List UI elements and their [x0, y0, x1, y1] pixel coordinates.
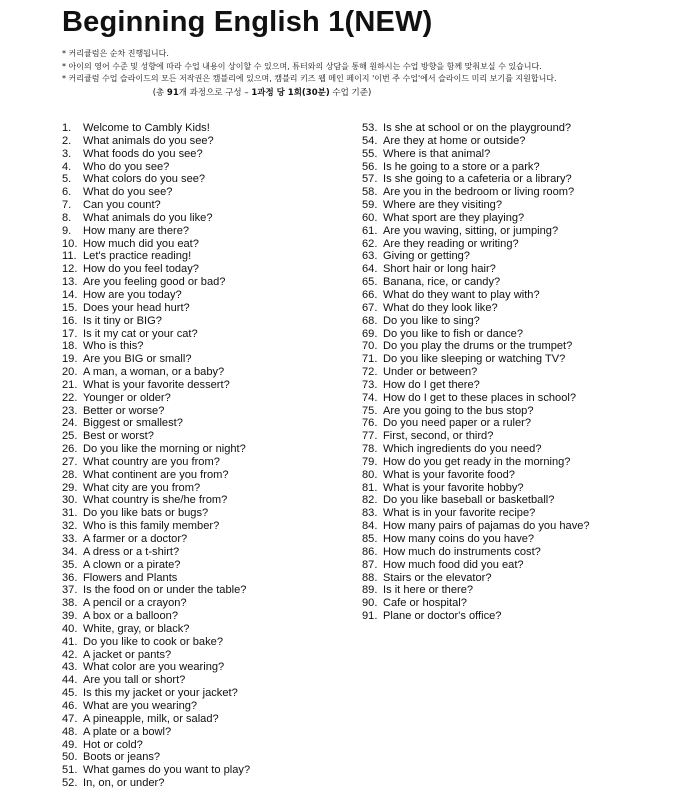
lesson-item — [362, 353, 652, 366]
lesson-item — [62, 250, 352, 263]
lesson-item — [62, 353, 352, 366]
lesson-number: 6. — [62, 186, 72, 199]
lesson-number: 47. — [62, 712, 78, 725]
lesson-title: What are you wearing? — [83, 699, 198, 712]
lesson-item — [62, 238, 352, 251]
lesson-number: 37. — [62, 584, 78, 597]
lesson-title: What continent are you from? — [83, 468, 229, 481]
lesson-number: 22. — [62, 391, 78, 404]
lesson-item — [62, 430, 352, 443]
lesson-item — [62, 494, 352, 507]
lesson-title: Do you play the drums or the trumpet? — [383, 340, 573, 353]
lesson-title: Let's practice reading! — [83, 250, 192, 263]
lesson-title: Are you waving, sitting, or jumping? — [383, 224, 559, 237]
lesson-number: 30. — [62, 494, 78, 507]
lesson-item — [62, 289, 352, 302]
lesson-title: What games do you want to play? — [83, 764, 251, 777]
lesson-number: 33. — [62, 533, 78, 545]
lesson-title: Do you like the morning or night? — [83, 443, 246, 456]
lesson-number: 46. — [62, 699, 78, 712]
lesson-item — [62, 597, 352, 610]
lesson-number: 1. — [62, 122, 72, 134]
lesson-title: Do you like sleeping or watching TV? — [383, 353, 566, 366]
lesson-number: 40. — [62, 622, 78, 635]
lesson-number: 71. — [362, 353, 378, 366]
lesson-title: A farmer or a doctor? — [83, 533, 188, 545]
lesson-number: 9. — [62, 224, 72, 237]
lesson-number: 74. — [362, 391, 378, 404]
lesson-number: 62. — [362, 237, 378, 250]
lesson-number: 54. — [362, 134, 378, 147]
lesson-item — [62, 572, 352, 585]
lesson-item — [362, 546, 652, 559]
summary-count: 91 — [166, 88, 179, 98]
lesson-item — [62, 276, 352, 289]
lesson-number: 58. — [362, 186, 378, 199]
lesson-title: Where is that animal? — [383, 147, 491, 160]
lesson-title: Who do you see? — [83, 160, 170, 173]
lesson-title: A box or a balloon? — [83, 610, 178, 623]
lesson-item — [362, 225, 652, 238]
lesson-item — [62, 225, 352, 238]
lesson-number: 56. — [362, 160, 378, 173]
lesson-number: 81. — [362, 481, 378, 494]
lesson-title: Do you like to sing? — [383, 314, 480, 327]
lesson-item — [62, 559, 352, 572]
lesson-title: Are you BIG or small? — [83, 353, 192, 366]
lesson-title: What colors do you see? — [83, 173, 206, 186]
lesson-item — [62, 405, 352, 418]
lesson-title: A dress or a t-shirt? — [83, 545, 180, 558]
lesson-item — [62, 726, 352, 739]
lesson-title: What is in your favorite recipe? — [383, 507, 536, 520]
lesson-item — [362, 379, 652, 392]
lesson-number: 10. — [62, 237, 78, 250]
lesson-item — [362, 315, 652, 328]
lesson-number: 43. — [62, 661, 78, 674]
lesson-number: 12. — [62, 263, 78, 276]
lesson-title: Do you like baseball or basketball? — [383, 494, 555, 507]
lesson-number: 24. — [62, 417, 78, 430]
lesson-number: 25. — [62, 430, 78, 443]
lesson-item — [62, 649, 352, 662]
lesson-number: 68. — [362, 314, 378, 327]
lesson-title: Plane or doctor's office? — [383, 610, 502, 623]
lesson-item — [362, 263, 652, 276]
lesson-item — [362, 289, 652, 302]
lesson-title: Can you count? — [83, 199, 161, 212]
lesson-title: How do I get to these places in school? — [383, 391, 577, 404]
lesson-number: 18. — [62, 340, 78, 353]
lesson-number: 35. — [62, 558, 78, 571]
lesson-title: What foods do you see? — [83, 147, 203, 160]
lesson-number: 38. — [62, 597, 78, 610]
lesson-item — [362, 430, 652, 443]
lesson-number: 88. — [362, 571, 378, 584]
lesson-item — [362, 302, 652, 315]
lesson-number: 84. — [362, 520, 378, 533]
lesson-item — [362, 417, 652, 430]
lesson-title: How much food did you eat? — [383, 558, 524, 571]
lesson-title: Are you going to the bus stop? — [383, 404, 534, 417]
lesson-item — [362, 610, 652, 623]
lesson-title: Under or between? — [383, 366, 478, 379]
lesson-title: Is the food on or under the table? — [83, 584, 247, 597]
lesson-title: A pencil or a crayon? — [83, 597, 187, 610]
lesson-item — [62, 366, 352, 379]
lesson-number: 50. — [62, 751, 78, 764]
lesson-number: 76. — [362, 417, 378, 430]
lesson-item — [62, 469, 352, 482]
lesson-number: 19. — [62, 353, 78, 366]
lesson-title: What animals do you like? — [83, 211, 213, 224]
lesson-number: 79. — [362, 455, 378, 468]
lesson-item — [362, 276, 652, 289]
lesson-title: Is this my jacket or your jacket? — [83, 687, 238, 700]
lesson-number: 36. — [62, 571, 78, 584]
lesson-number: 44. — [62, 674, 78, 687]
lesson-title: What is your favorite food? — [383, 468, 515, 481]
lesson-title: How are you today? — [83, 288, 182, 301]
lesson-number: 82. — [362, 494, 378, 507]
lesson-title: Are you tall or short? — [83, 674, 186, 687]
lesson-number: 83. — [362, 507, 378, 520]
lesson-title: Is it here or there? — [383, 584, 474, 597]
lesson-title: Boots or jeans? — [83, 751, 161, 764]
lesson-number: 42. — [62, 648, 78, 661]
lesson-item — [62, 443, 352, 456]
lesson-item — [62, 661, 352, 674]
lesson-title: Better or worse? — [83, 404, 165, 417]
lesson-item — [362, 161, 652, 174]
lesson-title: A pineapple, milk, or salad? — [83, 712, 219, 725]
lesson-item — [62, 186, 352, 199]
lesson-number: 72. — [362, 366, 378, 379]
lesson-title: How do you feel today? — [83, 263, 199, 276]
lesson-number: 78. — [362, 443, 378, 456]
lesson-title: Do you like bats or bugs? — [83, 507, 209, 520]
lesson-item — [362, 328, 652, 341]
lesson-item — [362, 366, 652, 379]
lesson-item — [62, 122, 352, 135]
lesson-item — [362, 148, 652, 161]
lesson-title: Cafe or hospital? — [383, 597, 467, 610]
lesson-number: 70. — [362, 340, 378, 353]
lesson-item — [362, 122, 652, 135]
lesson-item — [362, 482, 652, 495]
lesson-title: What sport are they playing? — [383, 211, 525, 224]
lesson-title: What do they look like? — [383, 301, 498, 314]
lesson-item — [62, 623, 352, 636]
lesson-title: White, gray, or black? — [83, 622, 190, 635]
lesson-item — [362, 405, 652, 418]
lesson-number: 15. — [62, 301, 78, 314]
lesson-title: Do you like to fish or dance? — [383, 327, 523, 340]
lesson-item — [62, 315, 352, 328]
lesson-number: 5. — [62, 173, 72, 186]
lesson-number: 41. — [62, 635, 78, 648]
lesson-title: Who is this? — [83, 340, 144, 353]
lesson-item — [62, 764, 352, 777]
lesson-title: How many coins do you have? — [383, 533, 535, 545]
lesson-item — [362, 199, 652, 212]
lesson-title: How many pairs of pajamas do you have? — [383, 520, 590, 533]
lesson-title: Is it my cat or your cat? — [83, 327, 198, 340]
lesson-title: A jacket or pants? — [83, 648, 172, 661]
lesson-item — [362, 533, 652, 546]
lesson-title: What is your favorite hobby? — [383, 481, 524, 494]
lesson-number: 63. — [362, 250, 378, 263]
lesson-item — [62, 328, 352, 341]
lesson-number: 69. — [362, 327, 378, 340]
lesson-number: 89. — [362, 584, 378, 597]
lesson-title: Is he going to a store or a park? — [383, 160, 540, 173]
lesson-number: 61. — [362, 224, 378, 237]
lesson-title: Is she going to a cafeteria or a library? — [383, 173, 572, 186]
lesson-item — [362, 572, 652, 585]
lesson-number: 23. — [62, 404, 78, 417]
lesson-item — [62, 546, 352, 559]
lesson-title: How many are there? — [83, 224, 190, 237]
page-title: Beginning English 1(NEW) — [62, 6, 433, 38]
lesson-number: 55. — [362, 147, 378, 160]
lesson-number: 20. — [62, 366, 78, 379]
lesson-title: Do you need paper or a ruler? — [383, 417, 532, 430]
lesson-number: 87. — [362, 558, 378, 571]
lesson-title: What color are you wearing? — [83, 661, 225, 674]
lesson-number: 52. — [62, 777, 78, 790]
lesson-number: 66. — [362, 288, 378, 301]
lesson-item — [362, 212, 652, 225]
lesson-title: Where are they visiting? — [383, 199, 503, 212]
lesson-item — [62, 161, 352, 174]
lesson-title: A clown or a pirate? — [83, 558, 181, 571]
lesson-title: What city are you from? — [83, 481, 201, 494]
lesson-title: Which ingredients do you need? — [383, 443, 542, 456]
lesson-item — [362, 494, 652, 507]
lesson-number: 26. — [62, 443, 78, 456]
lesson-item — [362, 443, 652, 456]
lesson-title: Who is this family member? — [83, 520, 220, 533]
lesson-number: 60. — [362, 211, 378, 224]
note-line: * 커리큘럼 수업 슬라이드의 모든 저작권은 캠블리에 있으며, 캠블리 키즈 웹 메인 페이지 '이번 주 수업'에서 슬라이드 미리 보기를 지원합니다. — [62, 74, 557, 83]
lesson-item — [62, 148, 352, 161]
note-line: * 커리큘럼은 순차 진행됩니다. — [62, 49, 169, 58]
lesson-title: Is she at school or on the playground? — [383, 122, 572, 134]
summary-close: 수업 기준) — [329, 88, 372, 98]
lesson-title: Is it tiny or BIG? — [83, 314, 162, 327]
lesson-item — [62, 687, 352, 700]
lesson-item — [62, 700, 352, 713]
lesson-title: Do you like to cook or bake? — [83, 635, 223, 648]
lesson-number: 39. — [62, 610, 78, 623]
lesson-item — [362, 250, 652, 263]
lesson-item — [62, 610, 352, 623]
lesson-number: 3. — [62, 147, 72, 160]
lesson-item — [62, 340, 352, 353]
lesson-number: 4. — [62, 160, 72, 173]
lesson-item — [62, 173, 352, 186]
lesson-item — [62, 777, 352, 790]
lesson-number: 91. — [362, 610, 378, 623]
lesson-title: In, on, or under? — [83, 777, 165, 790]
lesson-number: 57. — [362, 173, 378, 186]
lesson-item — [62, 199, 352, 212]
lesson-title: How much did you eat? — [83, 237, 199, 250]
lesson-item — [362, 173, 652, 186]
lesson-title: Biggest or smallest? — [83, 417, 183, 430]
lesson-item — [62, 739, 352, 752]
lesson-title: Best or worst? — [83, 430, 154, 443]
lesson-number: 77. — [362, 430, 378, 443]
summary-unit: 1과정 당 1회(30분) — [251, 88, 330, 98]
lesson-title: Banana, rice, or candy? — [383, 276, 501, 289]
lesson-number: 65. — [362, 276, 378, 289]
lesson-number: 59. — [362, 199, 378, 212]
lesson-title: First, second, or third? — [383, 430, 494, 443]
lesson-number: 29. — [62, 481, 78, 494]
lesson-title: Are you in the bedroom or living room? — [383, 186, 575, 199]
note-line: * 아이의 영어 수준 및 성향에 따라 수업 내용이 상이할 수 있으며, 튜터와의 상담을 통해 원하시는 수업 방향을 함께 맞춰보실 수 있습니다. — [62, 61, 542, 71]
lesson-item — [62, 263, 352, 276]
lesson-title: What do you see? — [83, 186, 173, 199]
lesson-number: 90. — [362, 597, 378, 610]
lesson-title: Does your head hurt? — [83, 301, 190, 314]
lesson-title: A man, a woman, or a baby? — [83, 366, 225, 379]
lesson-number: 34. — [62, 545, 78, 558]
lesson-number: 7. — [62, 199, 72, 212]
lesson-number: 53. — [362, 122, 378, 134]
lesson-item — [362, 340, 652, 353]
lesson-item — [62, 674, 352, 687]
lesson-title: What country is she/he from? — [83, 494, 228, 507]
lesson-item — [362, 469, 652, 482]
lesson-number: 85. — [362, 533, 378, 545]
lesson-item — [362, 559, 652, 572]
lesson-item — [62, 392, 352, 405]
lesson-item — [362, 135, 652, 148]
lesson-title: Flowers and Plants — [83, 571, 178, 584]
lesson-number: 27. — [62, 455, 78, 468]
lesson-item — [362, 584, 652, 597]
lesson-item — [362, 597, 652, 610]
lesson-number: 16. — [62, 314, 78, 327]
lesson-number: 51. — [62, 764, 78, 777]
lesson-number: 45. — [62, 687, 78, 700]
lesson-number: 86. — [362, 545, 378, 558]
lesson-title: Welcome to Cambly Kids! — [83, 122, 210, 134]
lesson-item — [62, 302, 352, 315]
lesson-number: 67. — [362, 301, 378, 314]
lesson-item — [362, 520, 652, 533]
lesson-number: 32. — [62, 520, 78, 533]
summary-mid: 개 과정으로 구성 – — [178, 88, 252, 98]
lesson-number: 14. — [62, 288, 78, 301]
lesson-title: How much do instruments cost? — [383, 545, 541, 558]
lesson-item — [62, 636, 352, 649]
lesson-title: What do they want to play with? — [383, 288, 540, 301]
lesson-item — [62, 713, 352, 726]
lesson-number: 21. — [62, 378, 78, 391]
lesson-item — [62, 520, 352, 533]
lesson-title: A plate or a bowl? — [83, 725, 172, 738]
lesson-item — [362, 238, 652, 251]
lesson-item — [62, 212, 352, 225]
lesson-number: 31. — [62, 507, 78, 520]
course-summary — [62, 86, 462, 98]
lesson-title: Short hair or long hair? — [383, 263, 496, 276]
lesson-item — [362, 186, 652, 199]
lesson-number: 11. — [62, 250, 77, 263]
lesson-title: Are you feeling good or bad? — [83, 276, 226, 289]
lesson-item — [62, 135, 352, 148]
lesson-number: 17. — [62, 327, 78, 340]
lesson-number: 8. — [62, 211, 72, 224]
lesson-list-right — [362, 122, 652, 623]
lesson-list-left — [62, 122, 352, 790]
lesson-title: What animals do you see? — [83, 134, 214, 147]
lesson-number: 64. — [362, 263, 378, 276]
lesson-number: 49. — [62, 738, 78, 751]
lesson-number: 48. — [62, 725, 78, 738]
lesson-title: How do you get ready in the morning? — [383, 455, 571, 468]
lesson-item — [362, 392, 652, 405]
lesson-item — [62, 584, 352, 597]
lesson-title: What country are you from? — [83, 455, 220, 468]
lesson-title: Giving or getting? — [383, 250, 470, 263]
lesson-number: 2. — [62, 134, 72, 147]
lesson-item — [62, 417, 352, 430]
lesson-title: Stairs or the elevator? — [383, 571, 492, 584]
lesson-title: Hot or cold? — [83, 738, 143, 751]
lesson-title: Are they reading or writing? — [383, 237, 519, 250]
lesson-title: What is your favorite dessert? — [83, 378, 230, 391]
lesson-number: 28. — [62, 468, 78, 481]
lesson-number: 80. — [362, 468, 378, 481]
lesson-title: Are they at home or outside? — [383, 134, 526, 147]
lesson-item — [62, 533, 352, 546]
lesson-item — [62, 482, 352, 495]
lesson-title: How do I get there? — [383, 378, 480, 391]
lesson-number: 75. — [362, 404, 378, 417]
lesson-item — [62, 456, 352, 469]
curriculum-notes — [62, 48, 557, 86]
lesson-item — [362, 507, 652, 520]
lesson-item — [62, 751, 352, 764]
summary-open: (총 — [152, 88, 167, 98]
lesson-item — [362, 456, 652, 469]
lesson-item — [62, 379, 352, 392]
lesson-number: 73. — [362, 378, 378, 391]
lesson-number: 13. — [62, 276, 78, 289]
lesson-item — [62, 507, 352, 520]
lesson-title: Younger or older? — [83, 391, 171, 404]
